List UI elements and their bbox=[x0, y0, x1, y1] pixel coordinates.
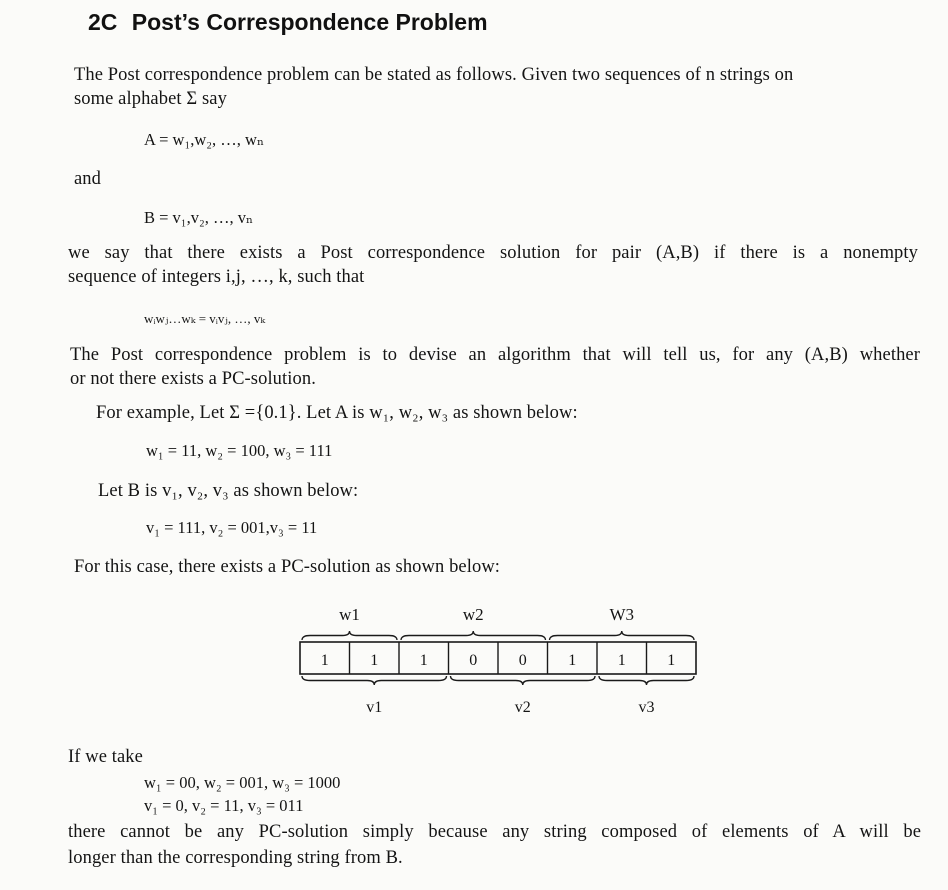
top-brace bbox=[302, 631, 397, 640]
diagram-cell: 1 bbox=[320, 652, 329, 669]
diagram-cell: 1 bbox=[568, 652, 577, 669]
example-b-intro: Let B is v₁, v₂, v₃ as shown below: bbox=[98, 481, 359, 501]
top-brace bbox=[550, 631, 695, 640]
diagram-cell: 1 bbox=[419, 652, 428, 669]
example-intro: For example, Let Σ ={0.1}. Let A is w₁, w₂, w₃ as shown below: bbox=[96, 403, 578, 423]
bottom-brace bbox=[302, 676, 447, 685]
diagram-cells bbox=[300, 642, 696, 674]
section-title: Post’s Correspondence Problem bbox=[131, 9, 488, 35]
top-brace-label: w1 bbox=[339, 605, 360, 624]
diagram-labels bbox=[339, 605, 654, 716]
top-brace bbox=[401, 631, 546, 640]
diagram-cell: 0 bbox=[469, 652, 478, 669]
sequence-b-formula: B = v₁,v₂, …, vₙ bbox=[144, 208, 254, 227]
section-number: 2C bbox=[88, 9, 118, 35]
pcp-equation: wᵢwⱼ…wₖ = vᵢvⱼ, …, vₖ bbox=[144, 311, 266, 326]
counter-w-values: w₁ = 00, w₂ = 001, w₃ = 1000 bbox=[144, 773, 341, 792]
conclusion-line-2: longer than the corresponding string from B. bbox=[68, 848, 403, 868]
sequence-a-formula: A = w₁,w₂, …, wₙ bbox=[144, 130, 265, 149]
conclusion-line-1: there cannot be any PC-solution simply because any string composed of elements of A will be bbox=[68, 822, 921, 842]
top-brace-label: W3 bbox=[609, 605, 635, 624]
intro-line-2: some alphabet Σ say bbox=[74, 89, 227, 109]
diagram-cell: 0 bbox=[518, 652, 527, 669]
and-word: and bbox=[74, 169, 102, 189]
definition-line-2: sequence of integers i,j, …, k, such that bbox=[68, 267, 365, 287]
bottom-brace-label: v3 bbox=[638, 699, 655, 716]
bottom-brace-label: v1 bbox=[366, 699, 383, 716]
bottom-brace-label: v2 bbox=[514, 699, 531, 716]
diagram-cell: 1 bbox=[617, 652, 626, 669]
top-brace-label: w2 bbox=[462, 605, 484, 624]
example-a-values: w₁ = 11, w₂ = 100, w₃ = 111 bbox=[146, 441, 333, 460]
counter-intro: If we take bbox=[68, 747, 143, 767]
bottom-brace bbox=[451, 676, 596, 685]
problem-line-1: The Post correspondence problem is to devise an algorithm that will tell us, for any (A,B) whether bbox=[70, 345, 920, 365]
example-b-values: v₁ = 111, v₂ = 001,v₃ = 11 bbox=[146, 518, 318, 537]
diagram-cell: 1 bbox=[370, 652, 379, 669]
diagram-cell: 1 bbox=[667, 652, 676, 669]
problem-line-2: or not there exists a PC-solution. bbox=[70, 369, 316, 389]
bottom-brace bbox=[599, 676, 694, 685]
counter-v-values: v₁ = 0, v₂ = 11, v₃ = 011 bbox=[144, 796, 304, 815]
definition-line-1: we say that there exists a Post correspondence solution for pair (A,B) if there is a nonempty bbox=[68, 243, 918, 263]
example-case-text: For this case, there exists a PC-solution as shown below: bbox=[74, 557, 501, 577]
intro-line-1: The Post correspondence problem can be stated as follows. Given two sequences of n strings on bbox=[74, 65, 794, 85]
